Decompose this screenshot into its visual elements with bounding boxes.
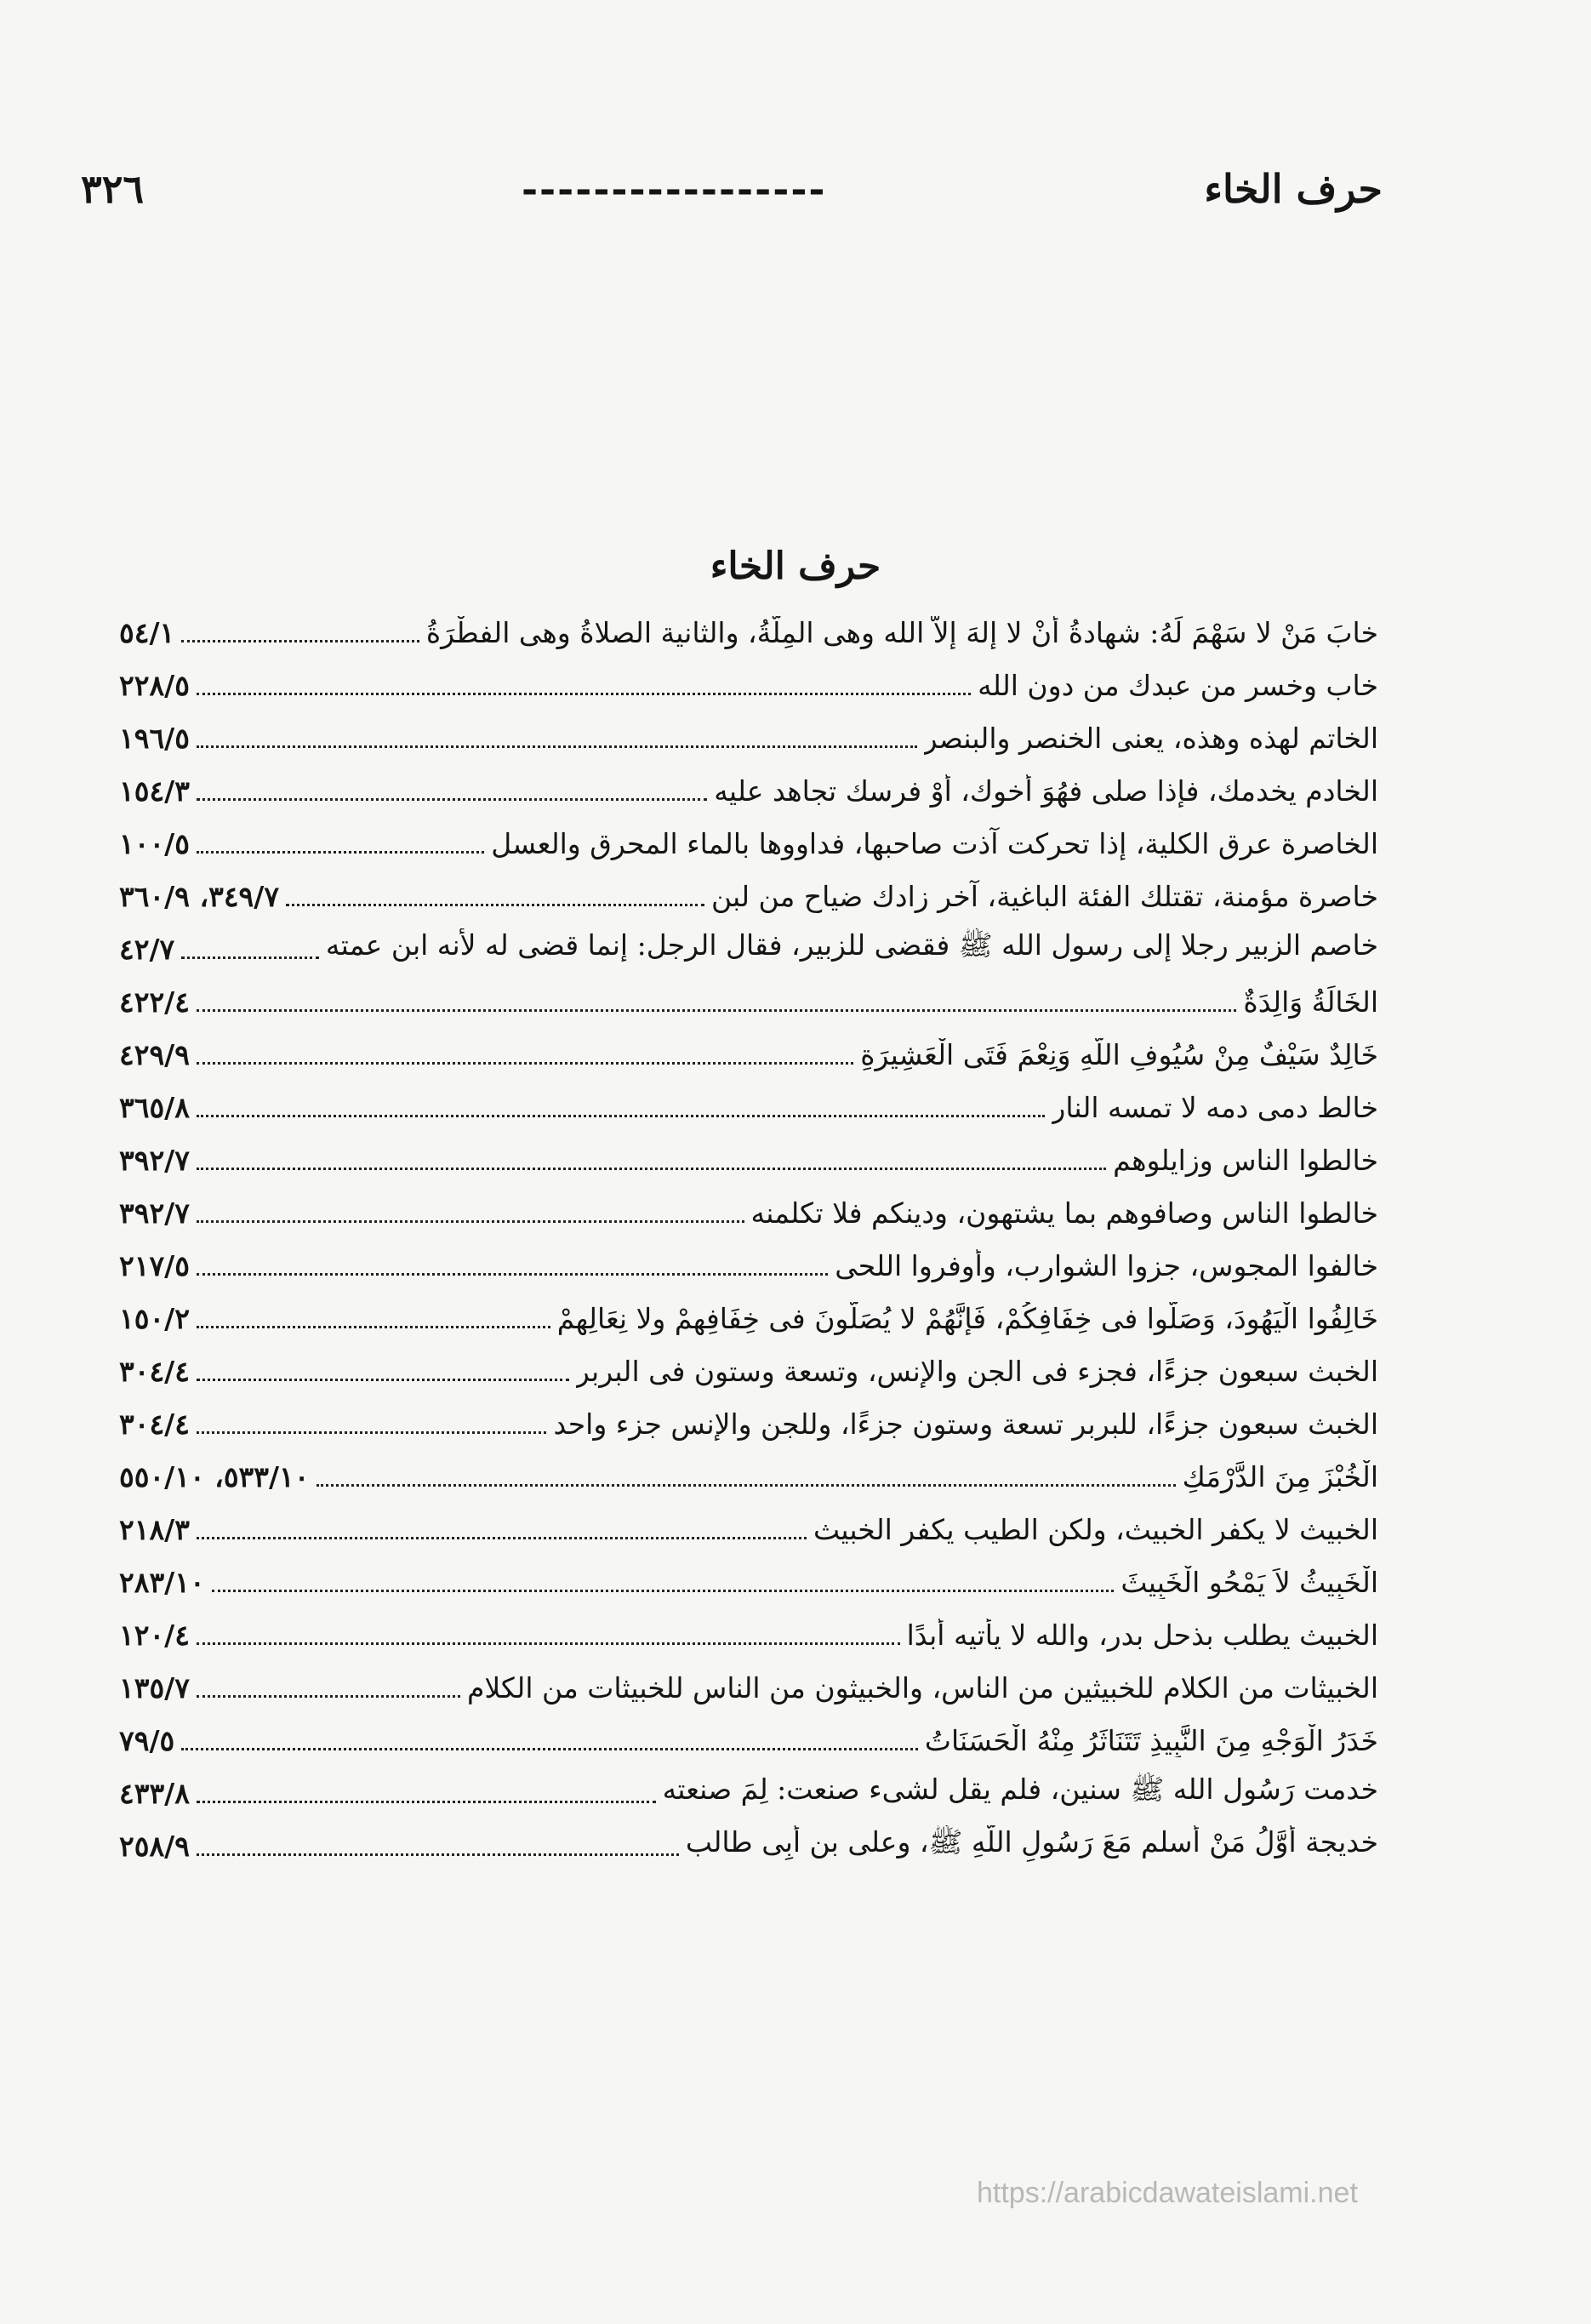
index-entry [119, 1714, 1378, 1767]
index-entry [119, 1133, 1378, 1186]
dot-leader [197, 1009, 1236, 1012]
entry-reference: ٢٢٨/٥ [119, 668, 190, 702]
index-entry [119, 1556, 1378, 1608]
section-title: حرف الخاء [710, 545, 881, 588]
index-entry [119, 1608, 1378, 1661]
entry-text: الْخَبِيثُ لاَ يَمْحُو الْخَبِيثَ [1121, 1565, 1378, 1599]
dot-leader [197, 693, 971, 695]
entry-reference: ٤٢٢/٤ [119, 985, 190, 1019]
entry-text: خالط دمى دمه لا تمسه النار [1052, 1090, 1378, 1124]
index-entry [119, 1028, 1378, 1081]
index-entry [119, 1345, 1378, 1397]
entry-reference: ١٩٦/٥ [119, 721, 190, 755]
entry-text: الخادم يخدمك، فإذا صلى فهُوَ أخوك، أوْ فرسك تجاهد عليه [714, 774, 1378, 808]
header-rule: ----------------- [521, 166, 827, 212]
entry-text: خاصم الزبير رجلا إلى رسول الله ﷺ فقضى للزبير، فقال الرجل: إنما قضى له لأنه ابن عمته [325, 928, 1378, 962]
entry-reference: ٣٠٤/٤ [119, 1354, 190, 1388]
dot-leader [197, 1853, 679, 1856]
entry-reference: ١٥٠/٢ [119, 1301, 190, 1335]
dot-leader [181, 1748, 918, 1750]
entry-reference: ٢٥٨/٩ [119, 1829, 190, 1863]
dot-leader [197, 1168, 1106, 1170]
index-entry [119, 817, 1378, 870]
dot-leader [197, 745, 917, 748]
dot-leader [181, 640, 419, 642]
entry-reference: ١٠٠/٥ [119, 826, 190, 860]
entry-reference: ٣٩٢/٧ [119, 1143, 190, 1177]
dot-leader [197, 1801, 656, 1803]
entry-reference: ٤٣٣/٨ [119, 1776, 190, 1810]
entry-text: الخبيث لا يكفر الخبيث، ولكن الطيب يكفر الخبيث [813, 1512, 1378, 1546]
index-entry [119, 870, 1378, 922]
dot-leader [197, 1537, 807, 1539]
dot-leader [286, 904, 704, 906]
index-entry [119, 1186, 1378, 1239]
index-entry [119, 1819, 1378, 1872]
entry-text: خاصرة مؤمنة، تقتلك الفئة الباغية، آخر زادك ضياح من لبن [710, 879, 1378, 913]
index-entry [119, 1450, 1378, 1503]
index-entry [119, 1503, 1378, 1556]
entry-reference: ٣٦٥/٨ [119, 1090, 190, 1124]
entry-text: الخاصرة عرق الكلية، إذا تحركت آذت صاحبها، فداووها بالماء المحرق والعسل [491, 826, 1378, 860]
entry-text: خالطوا الناس وصافوهم بما يشتهون، ودينكم فلا تكلمنه [750, 1196, 1378, 1230]
dot-leader [316, 1484, 1176, 1487]
entry-reference: ٤٢/٧ [119, 932, 175, 966]
entry-text: خاب وخسر من عبدك من دون الله [978, 668, 1378, 702]
dot-leader [197, 1062, 853, 1065]
entry-text: خالفوا المجوس، جزوا الشوارب، وأوفروا اللحى [835, 1248, 1378, 1282]
index-entries [119, 606, 1378, 1872]
dot-leader [197, 1379, 569, 1381]
entry-reference: ٧٩/٥ [119, 1723, 175, 1757]
entry-text: الخبيثات من الكلام للخبيثين من الناس، والخبيثون من الناس للخبيثات من الكلام [466, 1670, 1378, 1704]
entry-text: خابَ مَنْ لا سَهْمَ لَهُ: شهادةُ أنْ لا إلهَ إلاّ الله وهى المِلَّةُ، والثانية الصلاةُ وهى الفطْرَةُ [425, 615, 1378, 649]
entry-text: الْخُبْزَ مِنَ الدَّرْمَكِ [1182, 1459, 1378, 1493]
entry-reference: ٣٩٢/٧ [119, 1196, 190, 1230]
entry-text: خَالِدٌ سَيْفٌ مِنْ سُيُوفِ اللَّهِ وَنِعْمَ فَتَى الْعَشِيرَةِ [860, 1037, 1378, 1071]
entry-reference: ٥٤/١ [119, 615, 175, 649]
entry-text: خَالِفُوا الْيَهُودَ، وَصَلُّوا فى خِفَافِكُمْ، فَإِنَّهُمْ لا يُصَلُّونَ فى خِفَافِهِمْ ولا نِعَالِهِمْ [556, 1301, 1378, 1335]
page-number: ٣٢٦ [81, 166, 145, 212]
dot-leader [197, 1273, 828, 1276]
dot-leader [197, 1115, 1045, 1117]
entry-text: الخبيث يطلب بذحل بدر، والله لا يأتيه أبدًا [906, 1618, 1378, 1652]
index-entry [119, 1397, 1378, 1450]
entry-reference: ١٢٠/٤ [119, 1618, 190, 1652]
index-entry [119, 711, 1378, 764]
entry-reference: ٥٣٣/١٠، ٥٥٠/١٠ [119, 1459, 310, 1493]
entry-text: الخاتم لهذه وهذه، يعنى الخنصر والبنصر [923, 721, 1378, 755]
index-entry [119, 606, 1378, 659]
dot-leader [197, 798, 707, 801]
index-entry [119, 1767, 1378, 1819]
entry-reference: ٢١٧/٥ [119, 1248, 190, 1282]
entry-text: الخَالَةُ وَالِدَةٌ [1243, 985, 1378, 1019]
entry-text: خالطوا الناس وزايلوهم [1113, 1143, 1378, 1177]
dot-leader [197, 1695, 460, 1698]
entry-reference: ٢٨٣/١٠ [119, 1565, 205, 1599]
entry-text: خدمت رَسُول الله ﷺ سنين، فلم يقل لشىء صنعت: لِمَ صنعته [662, 1773, 1378, 1806]
dot-leader [197, 1642, 900, 1645]
entry-text: الخبث سبعون جزءًا، للبربر تسعة وستون جزءًا، وللجن والإنس جزء واحد [553, 1407, 1378, 1441]
dot-leader [197, 1220, 744, 1223]
entry-reference: ٣٤٩/٧، ٣٦٠/٩ [119, 879, 280, 913]
entry-reference: ١٥٤/٣ [119, 774, 190, 808]
dot-leader [181, 956, 319, 959]
dot-leader [212, 1590, 1115, 1592]
entry-reference: ٢١٨/٣ [119, 1512, 190, 1546]
index-entry [119, 659, 1378, 711]
dot-leader [197, 1431, 546, 1434]
index-entry [119, 764, 1378, 817]
entry-text: خديجة أَوَّلُ مَنْ أَسلم مَعَ رَسُولِ اللَّهِ ﷺ، وعلى بن أَبِى طالب [685, 1825, 1378, 1859]
index-entry [119, 1292, 1378, 1345]
index-entry [119, 1661, 1378, 1714]
entry-reference: ٣٠٤/٤ [119, 1407, 190, 1441]
header-title: حرف الخاء [1204, 166, 1383, 212]
entry-reference: ٤٢٩/٩ [119, 1037, 190, 1071]
index-entry [119, 1081, 1378, 1133]
entry-reference: ١٣٥/٧ [119, 1670, 190, 1704]
entry-text: خَدَرُ الْوَجْهِ مِنَ النَّبِيذِ تَتَنَاثَرُ مِنْهُ الْحَسَنَاتُ [924, 1723, 1378, 1757]
dot-leader [197, 1326, 550, 1328]
index-entry [119, 1239, 1378, 1292]
index-entry [119, 922, 1378, 975]
entry-text: الخبث سبعون جزءًا، فجزء فى الجن والإنس، وتسعة وستون فى البربر [575, 1354, 1378, 1388]
dot-leader [197, 851, 484, 854]
watermark: https://arabicdawateislami.net [977, 2177, 1358, 2209]
index-entry [119, 975, 1378, 1028]
running-header [81, 166, 1383, 212]
